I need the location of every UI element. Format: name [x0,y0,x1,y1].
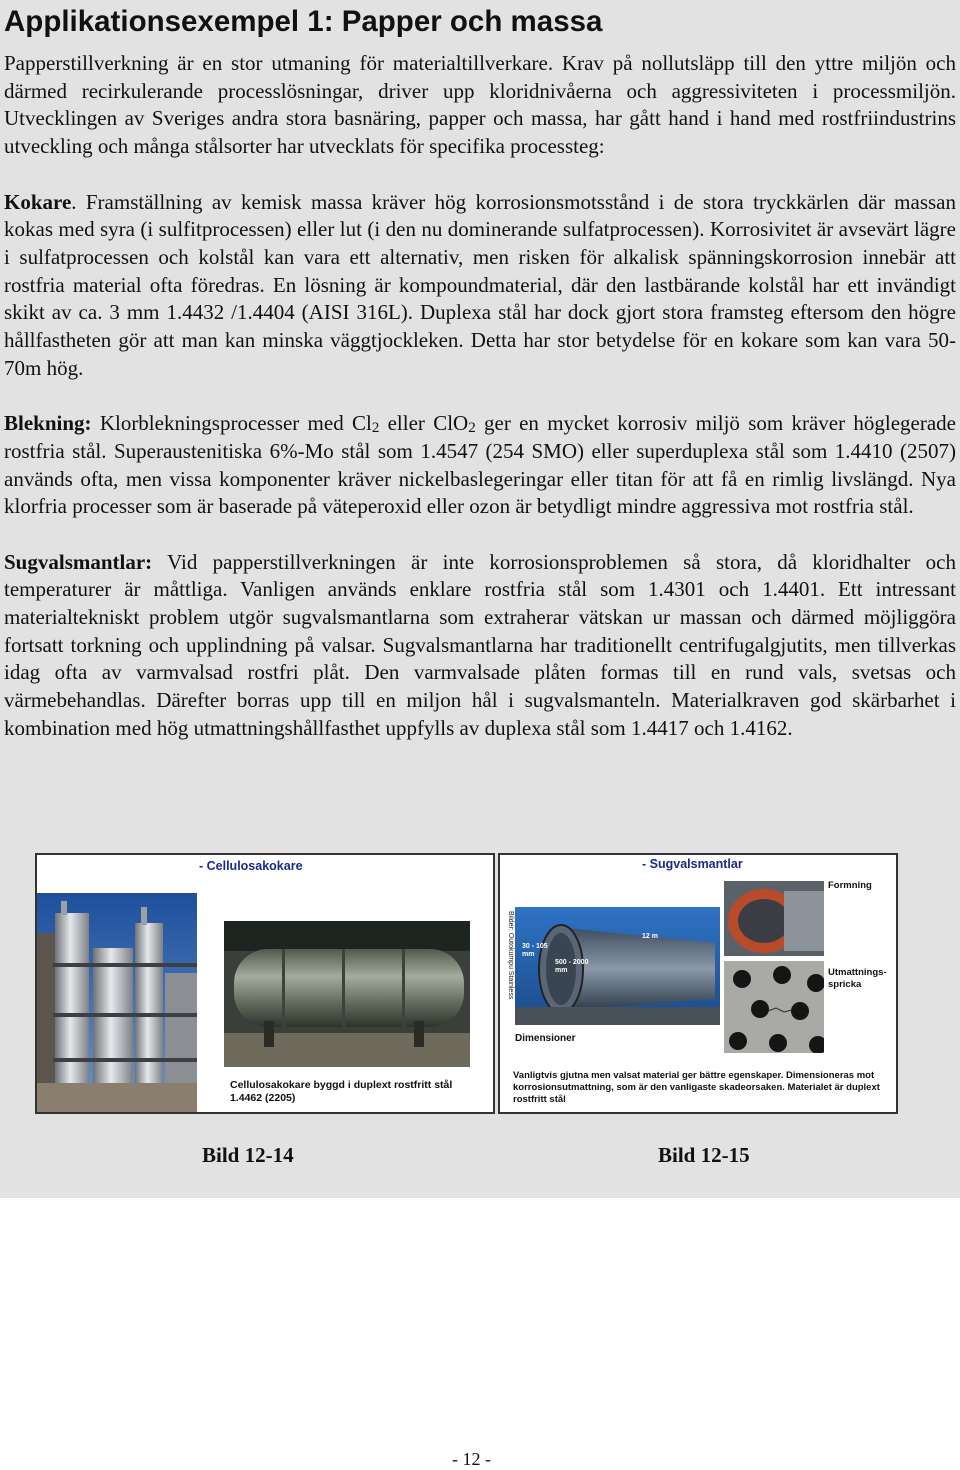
measurement-diameter: 500 - 2000 mm [555,959,589,974]
figure-sugvalsmantlar [498,853,898,1114]
sugvals-paragraph [4,549,956,743]
measurement-thickness: 30 - 105 mm [522,943,548,958]
label-utmattningsspricka: Utmattnings- spricka [828,967,887,990]
measurement-length: 12 m [642,933,658,940]
photo-credit-vertical: Bilder: Outokumpu Stainless [507,911,514,1000]
figure-label-12-14: Bild 12-14 [202,1143,294,1167]
kokare-paragraph [4,189,956,383]
suction-roll-shell-photo [515,907,720,1025]
fatigue-crack-photo [724,961,824,1053]
figure-a-caption: Cellulosakokare byggd i duplext rostfritt stål 1.4462 (2205) [230,1079,453,1104]
blekning-subscript-1: 2 [371,420,380,437]
blekning-subscript-2: 2 [468,420,476,437]
blekning-paragraph [4,410,956,521]
label-formning: Formning [828,880,872,891]
blekning-text-2: eller ClO [379,411,469,436]
digester-plant-photo [37,893,197,1112]
body-text [4,50,956,743]
forming-photo [724,881,824,956]
blekning-label: Blekning: [4,411,92,436]
page-number: - 12 - [452,1449,491,1469]
figure-a-heading: - Cellulosakokare [199,859,303,873]
blekning-text-3: ger en mycket korrosiv miljö som kräver höglegerade rostfria stål. Superaustenitiska 6%-Mo stål som 1.4547 (254 SMO) eller superduplexa stål som 1.4410 (2507) används ofta, men vissa komponenter kräver nickelbaslegeringar eller titan för att få en rimlig livslängd. Nya klorfria processer som är baserade på väteperoxid eller ozon är betydligt mindre aggressiva mot rostfria stål. [4,411,957,519]
blekning-text-1: Klorblekningsprocesser med Cl [91,411,372,436]
sugvals-label: Sugvalsmantlar: [4,549,153,574]
figure-b-caption: Vanligtvis gjutna men valsat material ger bättre egenskaper. Dimensioneras mot korrosionsutmattning, som är den vanligaste skadeorsaken. Materialet är duplext rostfritt stål [513,1070,880,1105]
figure-b-heading: - Sugvalsmantlar [642,857,743,871]
figure-label-12-15: Bild 12-15 [658,1143,750,1167]
label-dimensioner: Dimensioner [515,1033,576,1044]
kokare-text: . Framställning av kemisk massa kräver hög korrosionsmotsstånd i de stora tryckkärlen där massan kokas med syra (i sulfitprocessen) eller lut (i den nu dominerande sulfatprocessen). Korrosivitet är avsevärt lägre i sulfatprocessen och kolstål kan vara ett alternativ, men risken för alkalisk spänningskorrosion innebär att rostfria material ofta föredras. En lösning är kompoundmaterial, där den lastbärande kolstål har ett invändigt skikt av ca. 3 mm 1.4432 /1.4404 (AISI 316L). Duplexa stål har dock gjort stora framsteg eftersom den högre hållfastheten gör att man kan minska väggtjockleken. Detta har stor betydelse för en kokare som kan vara 50-70m hög. [4,189,956,380]
sugvals-text: Vid papperstillverkningen är inte korrosionsproblemen så stora, då kloridhalter och temperaturer är måttliga. Vanligen används enklare rostfria stål som 1.4301 och 1.4401. Ett intressant materialtekniskt problem utgör sugvalsmantlarna som extraherar vätskan ur massan och därmed möjliggöra fortsatt torkning och upplindning på valsar. Sugvalsmantlarna har traditionellt centrifugalgjutits, men tillverkas idag ofta av varmvalsad rostfri plåt. Den varmvalsade plåten formas till en rund vals, svetsas och värmebehandlas. Därefter borras upp till en miljon hål i sugvalsmanteln. Materialkraven god skärbarhet i kombination med hög utmattningshållfasthet uppfylls av duplexa stål som 1.4417 och 1.4162. [4,549,956,740]
kokare-label: Kokare [4,189,72,214]
figure-cellulosakokare [35,853,495,1114]
intro-paragraph: Papperstillverkning är en stor utmaning för materialtillverkare. Krav på nollutsläpp till den yttre miljön och därmed recirkulerande processlösningar, driver upp kloridnivåerna och aggressiviteten i processmiljön. Utvecklingen av Sveriges andra stora basnäring, papper och massa, har gått hand i hand med rostfriindustrins utveckling och många stålsorter har utvecklats för specifika processteg: [4,51,956,159]
digester-vessel-photo [224,921,470,1067]
page-title: Applikationsexempel 1: Papper och massa [4,5,603,38]
